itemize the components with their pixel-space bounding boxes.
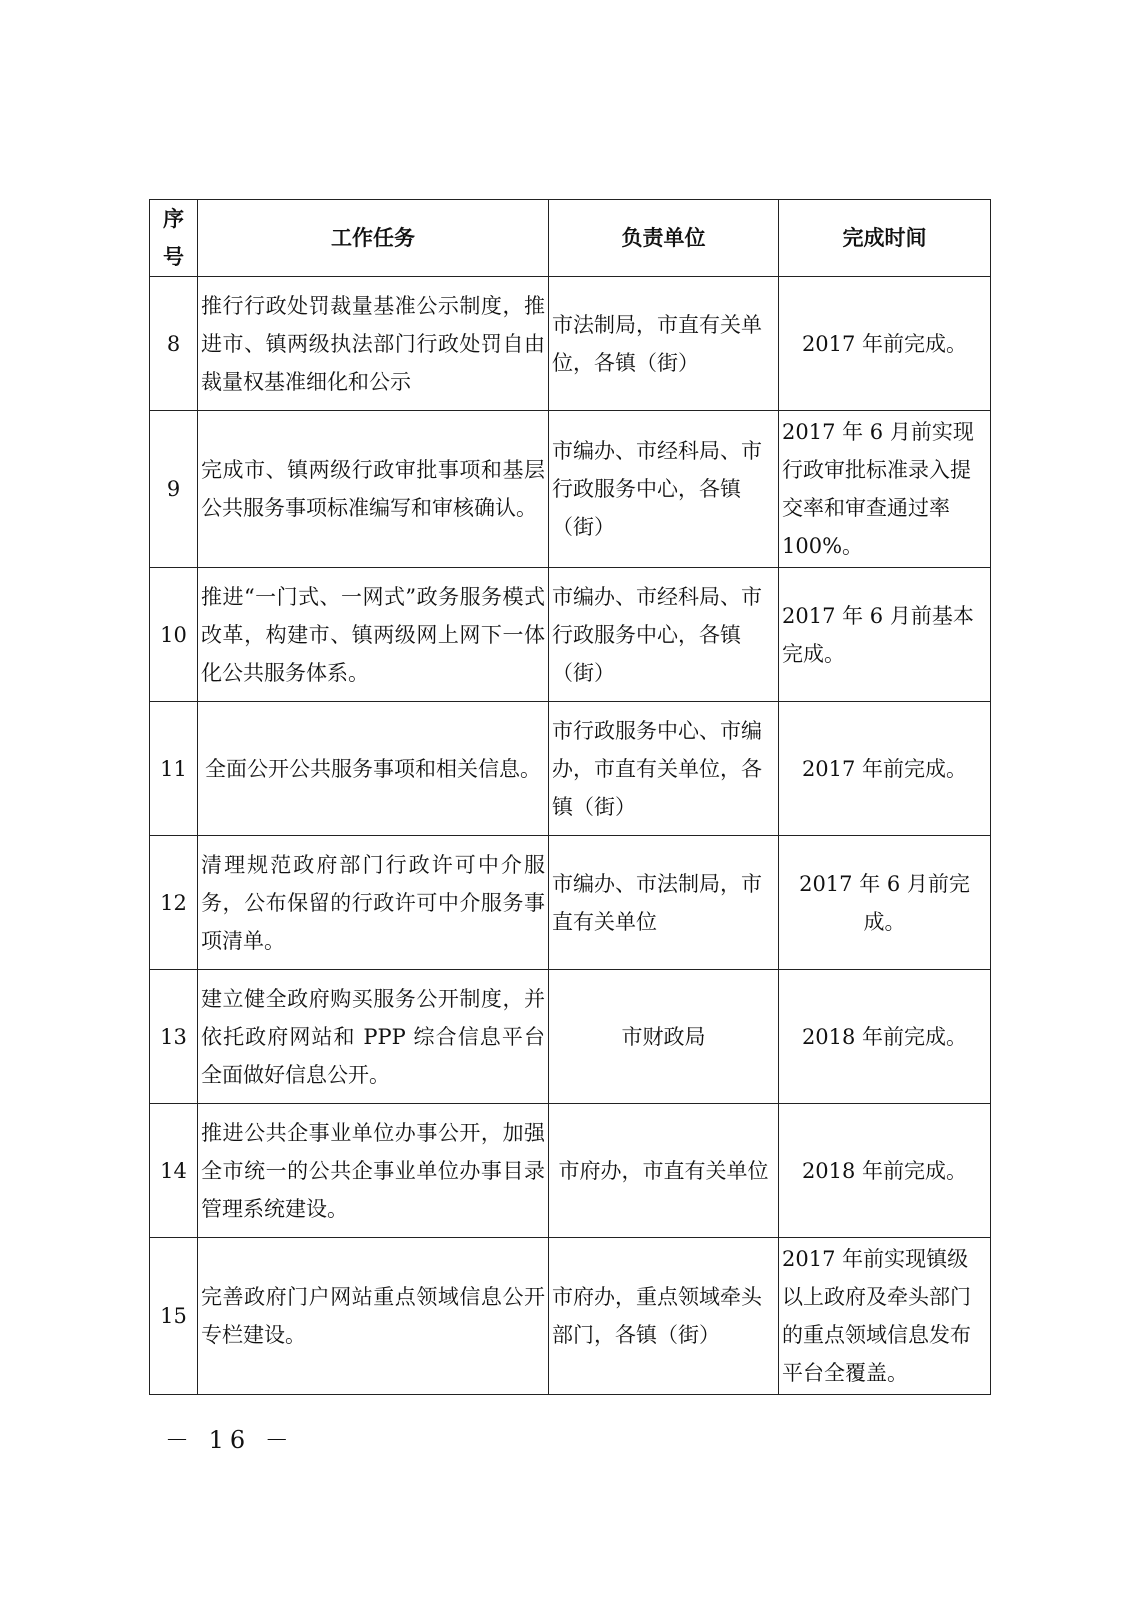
row-task: 清理规范政府部门行政许可中介服务，公布保留的行政许可中介服务事项清单。 <box>198 836 549 970</box>
row-unit: 市编办、市经科局、市行政服务中心，各镇（街） <box>549 568 779 702</box>
table-row <box>150 568 991 702</box>
row-unit: 市编办、市经科局、市行政服务中心，各镇（街） <box>549 411 779 568</box>
row-unit: 市法制局，市直有关单位，各镇（街） <box>549 277 779 411</box>
row-task: 全面公开公共服务事项和相关信息。 <box>198 702 549 836</box>
header-unit: 负责单位 <box>549 200 779 277</box>
table-header-row <box>150 200 991 277</box>
row-time: 2017 年 6 月前实现行政审批标准录入提交率和审查通过率 100%。 <box>779 411 991 568</box>
row-time: 2017 年 6 月前基本完成。 <box>779 568 991 702</box>
row-task: 推进公共企事业单位办事公开，加强全市统一的公共企事业单位办事目录管理系统建设。 <box>198 1104 549 1238</box>
row-number: 13 <box>150 970 198 1104</box>
row-time: 2017 年前实现镇级以上政府及牵头部门的重点领域信息发布平台全覆盖。 <box>779 1238 991 1395</box>
header-task: 工作任务 <box>198 200 549 277</box>
row-time: 2017 年 6 月前完成。 <box>779 836 991 970</box>
row-time: 2017 年前完成。 <box>779 277 991 411</box>
row-time: 2018 年前完成。 <box>779 1104 991 1238</box>
row-time: 2018 年前完成。 <box>779 970 991 1104</box>
row-task: 完善政府门户网站重点领域信息公开专栏建设。 <box>198 1238 549 1395</box>
row-unit: 市府办，重点领域牵头部门，各镇（街） <box>549 1238 779 1395</box>
row-number: 11 <box>150 702 198 836</box>
row-number: 14 <box>150 1104 198 1238</box>
row-unit: 市财政局 <box>549 970 779 1104</box>
row-time: 2017 年前完成。 <box>779 702 991 836</box>
header-no: 序号 <box>150 200 198 277</box>
row-unit: 市编办、市法制局，市直有关单位 <box>549 836 779 970</box>
table-row <box>150 277 991 411</box>
table-row <box>150 1238 991 1395</box>
row-number: 8 <box>150 277 198 411</box>
table-row <box>150 1104 991 1238</box>
table-row <box>150 970 991 1104</box>
row-task: 推行行政处罚裁量基准公示制度，推进市、镇两级执法部门行政处罚自由裁量权基准细化和公示 <box>198 277 549 411</box>
table-row <box>150 702 991 836</box>
page-number: － 16 － <box>165 1426 295 1454</box>
table-row <box>150 411 991 568</box>
row-number: 12 <box>150 836 198 970</box>
table-row <box>150 836 991 970</box>
row-unit: 市府办，市直有关单位 <box>549 1104 779 1238</box>
task-table <box>149 199 991 1395</box>
row-number: 10 <box>150 568 198 702</box>
row-task: 完成市、镇两级行政审批事项和基层公共服务事项标准编写和审核确认。 <box>198 411 549 568</box>
row-number: 9 <box>150 411 198 568</box>
row-unit: 市行政服务中心、市编办，市直有关单位，各镇（街） <box>549 702 779 836</box>
row-task: 推进“一门式、一网式”政务服务模式改革，构建市、镇两级网上网下一体化公共服务体系。 <box>198 568 549 702</box>
row-number: 15 <box>150 1238 198 1395</box>
row-task: 建立健全政府购买服务公开制度，并依托政府网站和 PPP 综合信息平台全面做好信息公开。 <box>198 970 549 1104</box>
header-time: 完成时间 <box>779 200 991 277</box>
